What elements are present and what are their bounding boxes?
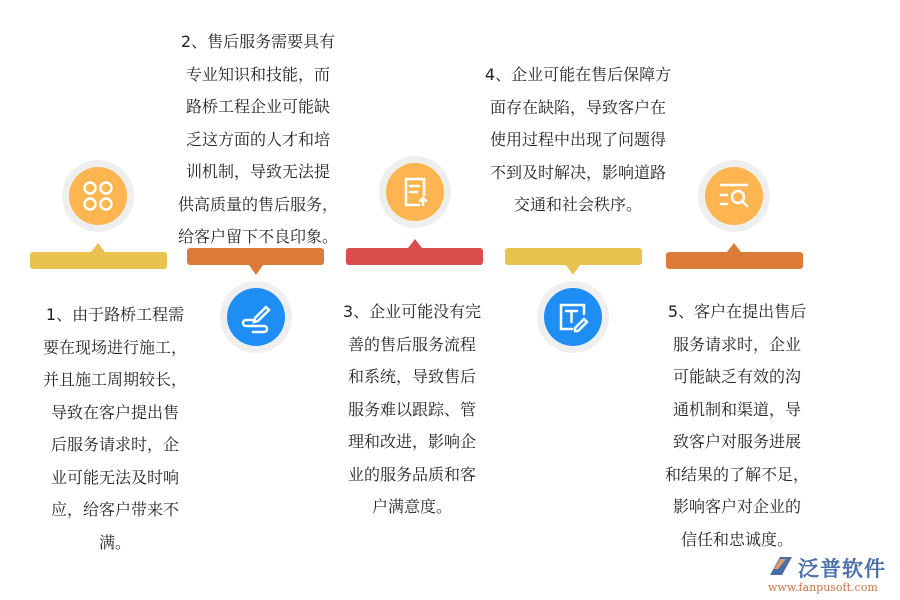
pointer-down <box>566 265 580 275</box>
step-4-icon-circle <box>537 281 609 353</box>
text-line: 致客户对服务进展 <box>672 432 801 451</box>
text-line: 善的售后服务流程 <box>347 334 476 354</box>
timeline-bar-4 <box>505 248 642 265</box>
text-line: 3、企业可能没有完 <box>342 302 482 321</box>
text-line: 2、售后服务需要具有 <box>180 32 336 51</box>
point-1-text <box>15 299 215 559</box>
text-line: 业的服务品质和客 <box>347 464 476 484</box>
apps-icon <box>69 167 127 225</box>
point-2-text <box>148 26 368 254</box>
text-line: 训机制，导致无法提 <box>185 162 330 181</box>
text-line: 供高质量的售后服务， <box>177 194 338 214</box>
point-3-text <box>312 296 512 524</box>
text-line: 可能缺乏有效的沟 <box>672 367 801 386</box>
text-line: 并且施工周期较长， <box>42 370 187 389</box>
text-line: 满。 <box>98 532 131 552</box>
text-line: 后服务请求时，企 <box>50 435 179 454</box>
step-2-icon-circle <box>220 281 292 353</box>
text-line: 理和改进，影响企 <box>347 432 476 451</box>
text-line: 乏这方面的人才和培 <box>185 129 330 149</box>
text-line: 业可能无法及时响 <box>50 467 179 487</box>
step-1-icon-circle <box>62 160 134 232</box>
text-line: 路桥工程企业可能缺 <box>185 97 330 116</box>
text-line: 服务请求时，企业 <box>672 334 801 354</box>
point-4-text <box>463 59 693 222</box>
list-search-icon <box>705 167 763 225</box>
text-line: 通机制和渠道，导 <box>672 399 801 419</box>
text-line: 交通和社会秩序。 <box>513 195 642 214</box>
text-line: 使用过程中出现了问题得 <box>489 130 666 149</box>
signature-pen-icon <box>227 288 285 346</box>
text-line: 导致在客户提出售 <box>50 402 179 422</box>
text-line: 应，给客户带来不 <box>50 500 179 519</box>
text-line: 服务难以跟踪、管 <box>347 399 476 419</box>
text-line: 和结果的了解不足， <box>664 464 809 484</box>
timeline-bar-1 <box>30 252 167 269</box>
document-upload-icon <box>386 163 444 221</box>
logo-url: www.fanpusoft.com <box>768 581 878 594</box>
pointer-up <box>91 243 105 252</box>
point-5-text <box>637 296 837 556</box>
pointer-down <box>249 265 263 275</box>
step-5-icon-circle <box>698 160 770 232</box>
text-line: 1、由于路桥工程需 <box>45 305 185 324</box>
text-line: 和系统，导致售后 <box>347 367 476 386</box>
logo <box>768 553 886 594</box>
text-line: 不到及时解决，影响道路 <box>489 162 666 182</box>
text-line: 信任和忠诚度。 <box>680 529 793 549</box>
text-line: 5、客户在提出售后 <box>667 302 807 321</box>
text-edit-icon <box>544 288 602 346</box>
text-line: 给客户留下不良印象。 <box>177 227 338 246</box>
text-line: 要在现场进行施工， <box>42 337 187 357</box>
text-line: 面存在缺陷，导致客户在 <box>489 97 666 117</box>
pointer-up <box>727 243 741 252</box>
text-line: 户满意度。 <box>371 497 452 516</box>
text-line: 专业知识和技能，而 <box>185 64 330 84</box>
logo-name: 泛普软件 <box>798 557 886 581</box>
timeline-bar-5 <box>666 252 803 269</box>
logo-mark-icon <box>768 555 794 579</box>
text-line: 4、企业可能在售后保障方 <box>484 65 672 84</box>
step-3-icon-circle <box>379 156 451 228</box>
text-line: 影响客户对企业的 <box>672 497 801 516</box>
pointer-up <box>408 239 422 248</box>
